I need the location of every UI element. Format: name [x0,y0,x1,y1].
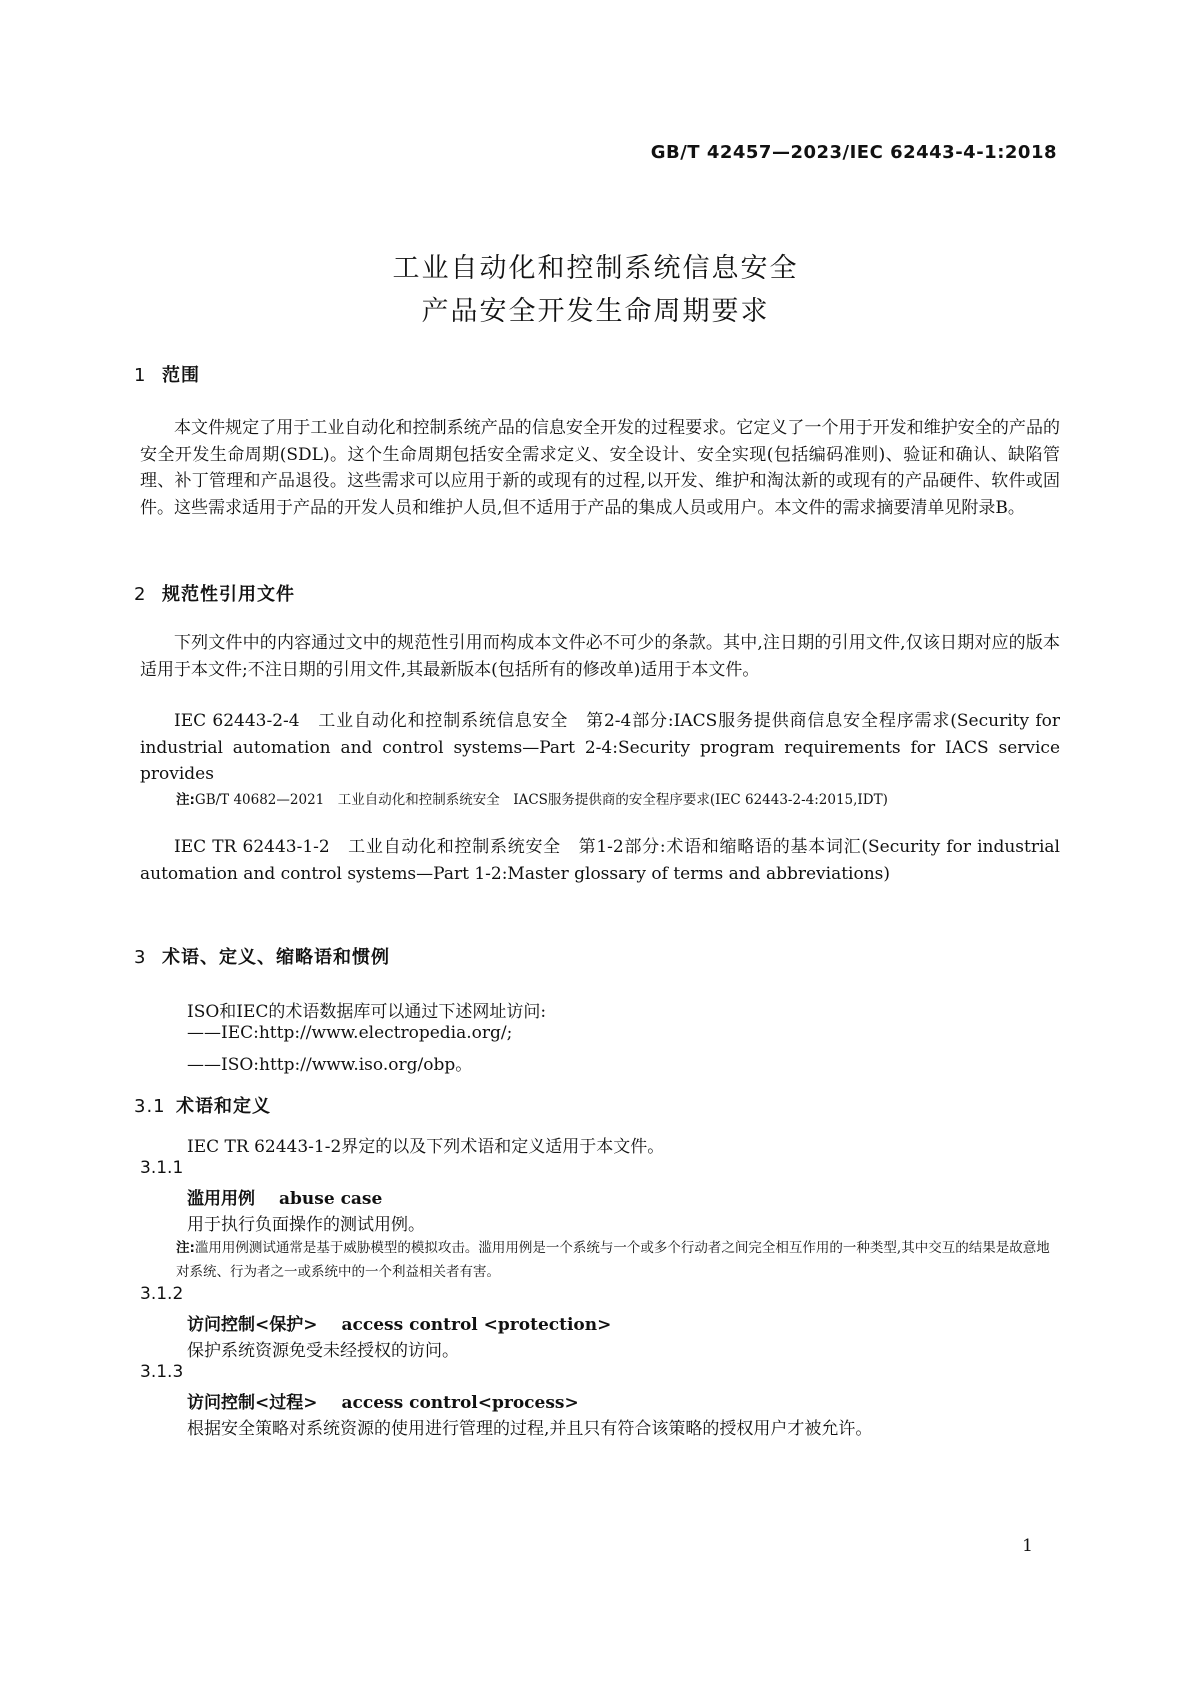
note-label: 注: [176,1240,195,1256]
section-title: 术语和定义 [176,1096,271,1117]
section-title: 范围 [162,365,200,386]
reference-iec-62443-2-4: IEC 62443-2-4 工业自动化和控制系统信息安全 第2-4部分:IACS服务提供商信息安全程序需求(Security for industrial automation and control systems—Part 2-4:Security program requirements for IACS service provides [140,711,1060,784]
section-title: 术语、定义、缩略语和惯例 [162,947,390,968]
term-heading [187,1184,382,1209]
term-definition: 保护系统资源免受未经授权的访问。 [187,1341,459,1361]
section-heading-2 [134,580,295,606]
term-en: access control<process> [341,1393,579,1413]
term-heading [187,1310,611,1335]
document-title-line2: 产品安全开发生命周期要求 [421,296,770,327]
scope-paragraph: 本文件规定了用于工业自动化和控制系统产品的信息安全开发的过程要求。它定义了一个用于开发和维护安全的产品的安全开发生命周期(SDL)。这个生命周期包括安全需求定义、安全设计、安全实现(包括编码准则)、验证和确认、缺陷管理、补丁管理和产品退役。这些需求可以应用于新的或现有的过程,以开发、维护和淘汰新的或现有的产品硬件、软件或固件。这些需求适用于产品的开发人员和维护人员,但不适用于产品的集成人员或用户。本文件的需求摘要清单见附录B。 [140,418,1060,518]
reference-iec-tr-62443-1-2: IEC TR 62443-1-2 工业自动化和控制系统安全 第1-2部分:术语和缩略语的基本词汇(Security for industrial automation and control systems—Part 1-2:Master glossary of terms and abbreviations) [140,837,1060,884]
term-zh: 滥用用例 [187,1189,255,1209]
note-text: 滥用用例测试通常是基于威胁模型的模拟攻击。滥用用例是一个系统与一个或多个行动者之间完全相互作用的一种类型,其中交互的结果是故意地对系统、行为者之一或系统中的一个利益相关者有害。 [176,1240,1050,1280]
section-heading-1 [134,361,200,387]
section-title: 规范性引用文件 [162,584,295,605]
terms-intro: IEC TR 62443-1-2界定的以及下列术语和定义适用于本文件。 [187,1137,665,1157]
note-text: GB/T 40682—2021 工业自动化和控制系统安全 IACS服务提供商的安全程序要求(IEC 62443-2-4:2015,IDT) [194,792,888,808]
section-number: 1 [134,365,147,386]
subsection-heading-3-1 [134,1092,271,1118]
iso-obp-link[interactable]: ——ISO:http://www.iso.org/obp。 [187,1055,473,1075]
term-en: abuse case [279,1189,383,1209]
term-number: 3.1.3 [140,1362,184,1382]
term-note [176,1236,1060,1284]
note-label: 注: [176,792,195,808]
reference-note [176,788,1060,812]
term-number: 3.1.2 [140,1284,184,1304]
document-title-line1: 工业自动化和控制系统信息安全 [392,253,799,284]
term-heading [187,1388,579,1413]
section-heading-3 [134,943,390,969]
terminology-db-intro: ISO和IEC的术语数据库可以通过下述网址访问: [187,1002,547,1022]
normative-references-paragraph: 下列文件中的内容通过文中的规范性引用而构成本文件必不可少的条款。其中,注日期的引用文件,仅该日期对应的版本适用于本文件;不注日期的引用文件,其最新版本(包括所有的修改单)适用于本文件。 [140,633,1060,680]
section-number: 3 [134,947,147,968]
section-number: 2 [134,584,147,605]
section-number: 3.1 [134,1096,166,1117]
term-definition: 根据安全策略对系统资源的使用进行管理的过程,并且只有符合该策略的授权用户才被允许。 [187,1419,873,1439]
term-number: 3.1.1 [140,1158,184,1178]
page-number: 1 [1022,1536,1033,1556]
iec-electropedia-link[interactable]: ——IEC:http://www.electropedia.org/; [187,1023,513,1043]
standard-code: GB/T 42457—2023/IEC 62443-4-1:2018 [650,142,1057,163]
term-zh: 访问控制<过程> [187,1393,318,1413]
term-zh: 访问控制<保护> [187,1315,318,1335]
term-definition: 用于执行负面操作的测试用例。 [187,1215,425,1235]
term-en: access control <protection> [341,1315,612,1335]
